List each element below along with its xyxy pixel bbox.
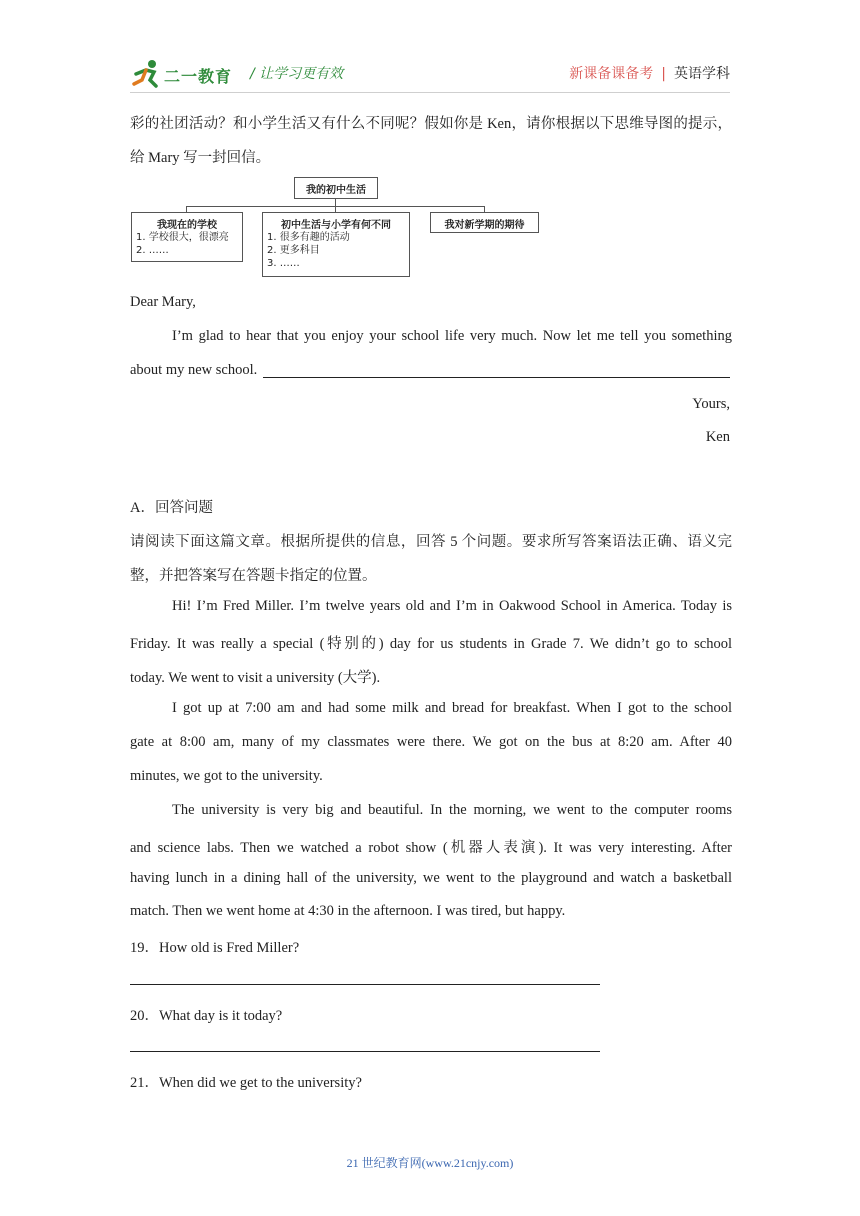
branch-title: 我现在的学校 — [157, 220, 217, 231]
question-20: 20．What day is it today? — [130, 1008, 283, 1024]
letter-body-line-2: about my new school. — [130, 362, 258, 378]
mindmap-root-label: 我的初中生活 — [306, 185, 366, 196]
instruction-line-1: 请阅读下面这篇文章。根据所提供的信息，回答 5 个问题。要求所写答案语法正确、语义完 — [130, 534, 732, 550]
passage-line: I got up at 7:00 am and had some milk and bread for breakfast. When I got to the school — [172, 700, 732, 716]
passage-line: today. We went to visit a university (大学). — [130, 670, 381, 686]
mindmap-branch-differences — [262, 212, 410, 277]
passage-line: having lunch in a dining hall of the university, we went to the playground and watch a basketball — [130, 870, 732, 886]
answer-line-19 — [130, 984, 600, 985]
question-19: 19．How old is Fred Miller? — [130, 940, 300, 956]
branch-item: 2. …… — [136, 245, 169, 256]
question-21: 21．When did we get to the university? — [130, 1075, 362, 1091]
passage-line: The university is very big and beautiful. In the morning, we went to the computer rooms — [172, 802, 732, 818]
passage-line: minutes, we got to the university. — [130, 768, 323, 784]
letter-signature: Ken — [705, 429, 730, 445]
mindmap-branch-expectations — [430, 212, 539, 233]
answer-line-20 — [130, 1051, 600, 1052]
passage-line: Friday. It was really a special (特别的) day for us students in Grade 7. We didn’t go to school — [130, 636, 732, 652]
branch-item: 1. 学校很大，很漂亮 — [136, 232, 229, 243]
passage-line: match. Then we went home at 4:30 in the afternoon. I was tired, but happy. — [130, 903, 566, 919]
mindmap-branch-school — [131, 212, 243, 262]
section-a-heading: A．回答问题 — [130, 500, 213, 516]
letter-body-line-1: I’m glad to hear that you enjoy your school life very much. Now let me tell you something — [172, 328, 732, 344]
intro-line-2: 给 Mary 写一封回信。 — [130, 150, 271, 166]
passage-line: Hi! I’m Fred Miller. I’m twelve years old and I’m in Oakwood School in America. Today is — [172, 598, 732, 614]
exam-label: 新课备课备考 — [569, 66, 654, 82]
branch-item: 2. 更多科目 — [267, 245, 320, 256]
intro-line-1: 彩的社团活动？和小学生活又有什么不同呢？假如你是 Ken，请你根据以下思维导图的提示， — [130, 116, 732, 132]
branch-item: 3. …… — [267, 258, 300, 269]
passage-line: and science labs. Then we watched a robot show (机器人表演). It was very interesting. After — [130, 840, 732, 856]
mindmap-root — [294, 177, 378, 199]
subject-label: 英语学科 — [674, 66, 730, 82]
slogan: / 让学习更有效 — [250, 66, 344, 82]
writing-blank-line — [263, 377, 730, 378]
passage-line: gate at 8:00 am, many of my classmates were there. We got on the bus at 8:20 am. After 40 — [130, 734, 732, 750]
logo-text: 二一教育 — [164, 67, 233, 86]
letter-greeting: Dear Mary, — [130, 294, 196, 310]
header-divider — [130, 92, 730, 93]
logo — [130, 58, 238, 90]
header-separator: | — [661, 66, 666, 82]
header-right — [569, 63, 730, 83]
branch-item: 1. 很多有趣的活动 — [267, 232, 350, 243]
page-footer: 21 世纪教育网(www.21cnjy.com) — [346, 1156, 514, 1170]
branch-title: 初中生活与小学有何不同 — [281, 220, 391, 231]
letter-closing: Yours, — [692, 396, 730, 412]
connector — [335, 198, 336, 206]
branch-title: 我对新学期的期待 — [444, 220, 525, 231]
page-header — [130, 58, 730, 94]
instruction-line-2: 整，并把答案写在答题卡指定的位置。 — [130, 568, 377, 584]
runner-logo-icon — [130, 58, 164, 90]
